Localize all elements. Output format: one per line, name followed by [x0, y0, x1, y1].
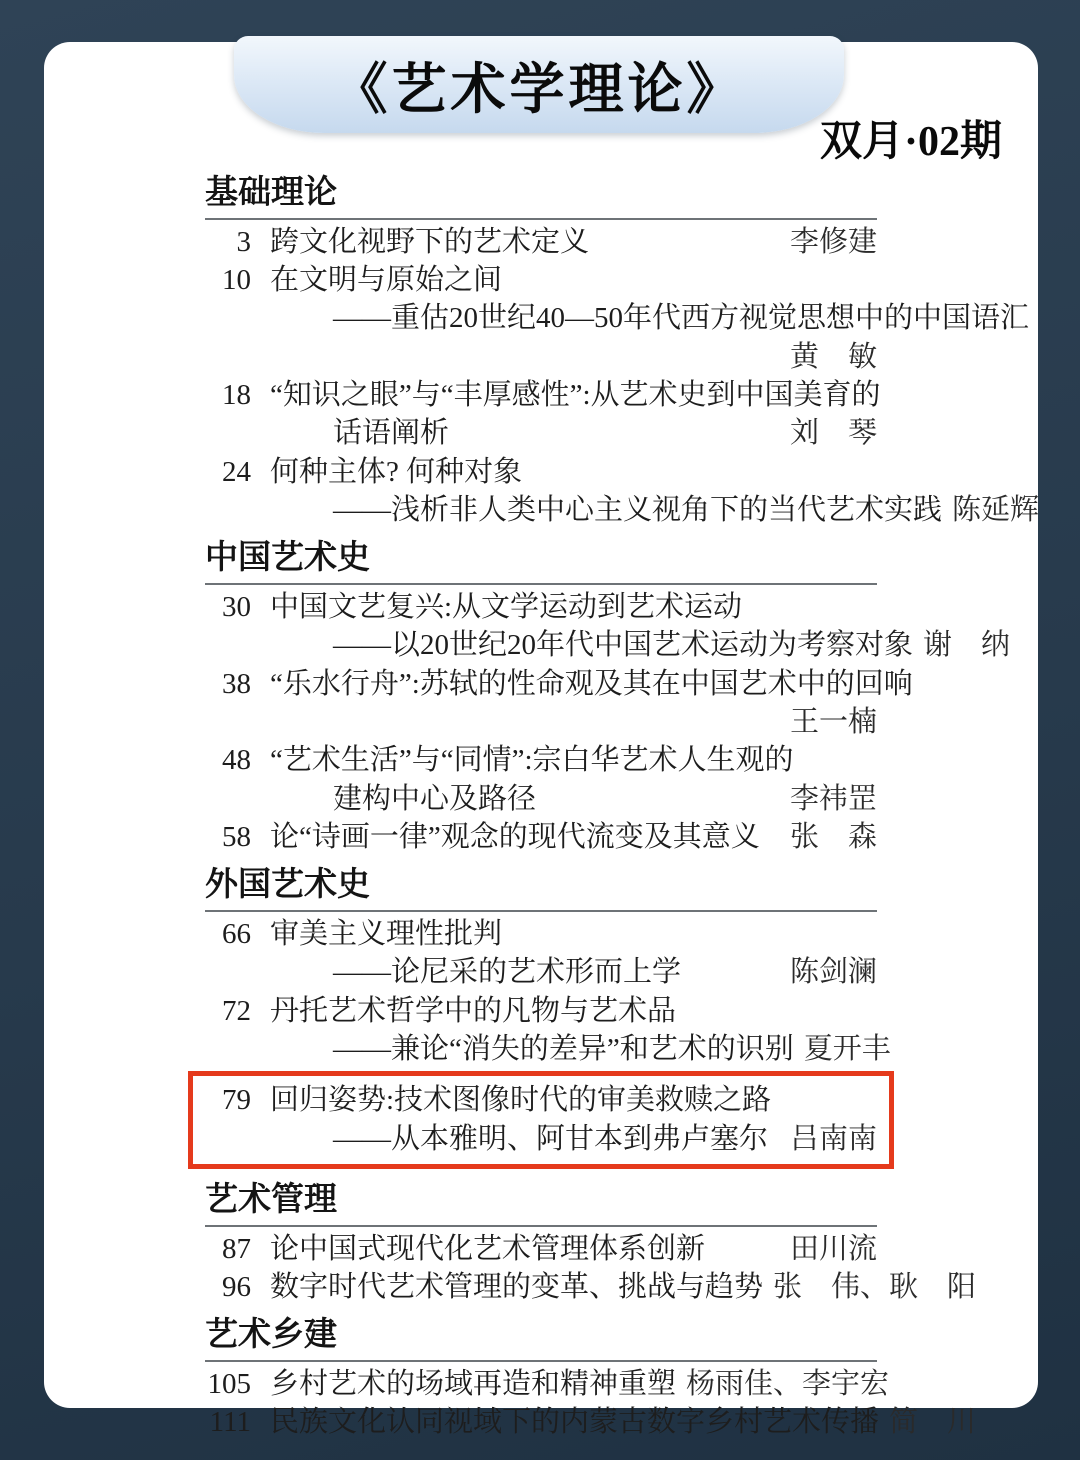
toc-section-art-management — [205, 1179, 977, 1304]
toc-entry-subtitle-row — [205, 494, 1040, 527]
toc-entry-row — [205, 995, 877, 1028]
entry-title: 在文明与原始之间 — [270, 263, 503, 296]
entry-title: 话语阐析 — [333, 417, 450, 450]
entry-author: 谢 纳 — [923, 629, 1011, 662]
entry-title: 回归姿势:技术图像时代的审美救赎之路 — [270, 1084, 772, 1117]
entry-title: 跨文化视野下的艺术定义 — [270, 225, 590, 258]
entry-page-number: 48 — [222, 744, 251, 777]
entry-page-number: 79 — [222, 1084, 251, 1117]
entry-author: 刘 琴 — [789, 417, 877, 450]
issue-label: 双月·02期 — [819, 119, 1002, 165]
table-of-contents — [205, 172, 1040, 1445]
toc-entry-subtitle-row — [205, 302, 1030, 335]
section-title: 艺术乡建 — [205, 1314, 877, 1362]
toc-entry-row — [205, 378, 881, 412]
entry-author: 黄 敏 — [789, 340, 877, 373]
entry-title: 何种主体? 何种对象 — [270, 455, 523, 488]
toc-entry-continuation-row — [205, 783, 877, 816]
entry-page-number: 3 — [236, 225, 251, 258]
entry-page-number: 18 — [222, 378, 251, 411]
toc-entry-row — [205, 821, 877, 854]
entry-title: 论“诗画一律”观念的现代流变及其意义 — [270, 821, 760, 853]
toc-entry-row — [205, 744, 877, 777]
entry-author: 王一楠 — [789, 705, 877, 738]
toc-section-foreign-art-history — [205, 864, 891, 1169]
section-title: 艺术管理 — [205, 1179, 877, 1227]
entry-author: 夏开丰 — [803, 1032, 891, 1065]
toc-entry-row — [205, 1367, 890, 1401]
toc-entry-subtitle-row — [205, 956, 877, 989]
toc-entry-row — [205, 918, 877, 951]
entry-author: 田川流 — [789, 1232, 877, 1265]
toc-entry-subtitle-row-highlighted — [205, 1123, 877, 1156]
toc-section-basic-theory — [205, 172, 1040, 527]
toc-entry-subtitle-row — [205, 1032, 891, 1066]
toc-author-row — [205, 706, 877, 739]
toc-entry-row — [205, 456, 877, 489]
toc-entry-row — [205, 1270, 977, 1304]
highlight-box — [188, 1071, 894, 1169]
entry-title: 中国文艺复兴:从文学运动到艺术运动 — [270, 590, 743, 623]
entry-title: 民族文化认同视域下的内蒙古数字乡村艺术传播 — [270, 1406, 880, 1439]
entry-author: 吕南南 — [789, 1122, 877, 1155]
entry-title: “乐水行舟”:苏轼的性命观及其在中国艺术中的回响 — [270, 667, 913, 700]
entry-page-number: 72 — [222, 994, 251, 1027]
entry-subtitle: ——兼论“消失的差异”和艺术的识别 — [333, 1032, 794, 1065]
entry-title: 建构中心及路径 — [333, 782, 537, 815]
entry-title: “艺术生活”与“同情”:宗白华艺术人生观的 — [270, 744, 794, 777]
toc-entry-row — [205, 591, 877, 624]
entry-author: 陈剑澜 — [789, 956, 877, 989]
toc-entry-row — [205, 264, 877, 297]
toc-author-row — [205, 341, 877, 374]
entry-page-number: 30 — [222, 590, 251, 623]
entry-author: 张 伟、耿 阳 — [773, 1270, 977, 1303]
toc-entry-row — [205, 667, 913, 701]
entry-title: “知识之眼”与“丰厚感性”:从艺术史到中国美育的 — [270, 378, 881, 411]
entry-author: 杨雨佳、李宇宏 — [686, 1367, 890, 1400]
entry-page-number: 105 — [207, 1367, 251, 1400]
entry-author: 简 川 — [889, 1406, 977, 1439]
entry-subtitle: ——浅析非人类中心主义视角下的当代艺术实践 — [333, 494, 943, 526]
entry-page-number: 38 — [222, 667, 251, 700]
entry-page-number: 24 — [222, 455, 251, 488]
toc-entry-row — [205, 1233, 877, 1266]
entry-subtitle: ——从本雅明、阿甘本到弗卢塞尔 — [333, 1122, 769, 1155]
entry-title: 审美主义理性批判 — [270, 917, 503, 950]
toc-entry-row-highlighted — [205, 1084, 877, 1117]
entry-page-number: 58 — [222, 821, 251, 853]
entry-title: 乡村艺术的场域再造和精神重塑 — [270, 1367, 677, 1400]
toc-section-art-rural-construction — [205, 1314, 977, 1439]
entry-page-number: 10 — [222, 263, 251, 296]
entry-title: 数字时代艺术管理的变革、挑战与趋势 — [270, 1270, 764, 1303]
toc-entry-row — [205, 1406, 977, 1439]
entry-author: 陈延辉 — [952, 494, 1040, 526]
entry-author: 张 森 — [789, 821, 877, 853]
journal-title: 《艺术学理论》 — [332, 59, 746, 120]
toc-entry-continuation-row — [205, 417, 877, 450]
entry-author: 李修建 — [789, 225, 877, 258]
entry-subtitle: ——重估20世纪40—50年代西方视觉思想中的中国语汇 — [333, 302, 1030, 335]
entry-page-number: 87 — [222, 1232, 251, 1265]
section-title: 外国艺术史 — [205, 864, 877, 912]
entry-page-number: 66 — [222, 917, 251, 950]
entry-subtitle: ——以20世纪20年代中国艺术运动为考察对象 — [333, 629, 914, 662]
section-title: 中国艺术史 — [205, 537, 877, 585]
toc-entry-row — [205, 226, 877, 259]
toc-entry-subtitle-row — [205, 629, 1011, 662]
section-title: 基础理论 — [205, 172, 877, 220]
journal-title-banner — [234, 36, 844, 133]
entry-title: 论中国式现代化艺术管理体系创新 — [270, 1232, 706, 1265]
entry-author: 李祎罡 — [789, 782, 877, 815]
entry-page-number: 111 — [209, 1406, 251, 1439]
entry-subtitle: ——论尼采的艺术形而上学 — [333, 956, 682, 989]
entry-page-number: 96 — [222, 1270, 251, 1303]
toc-section-chinese-art-history — [205, 537, 1011, 854]
entry-title: 丹托艺术哲学中的凡物与艺术品 — [270, 994, 677, 1027]
